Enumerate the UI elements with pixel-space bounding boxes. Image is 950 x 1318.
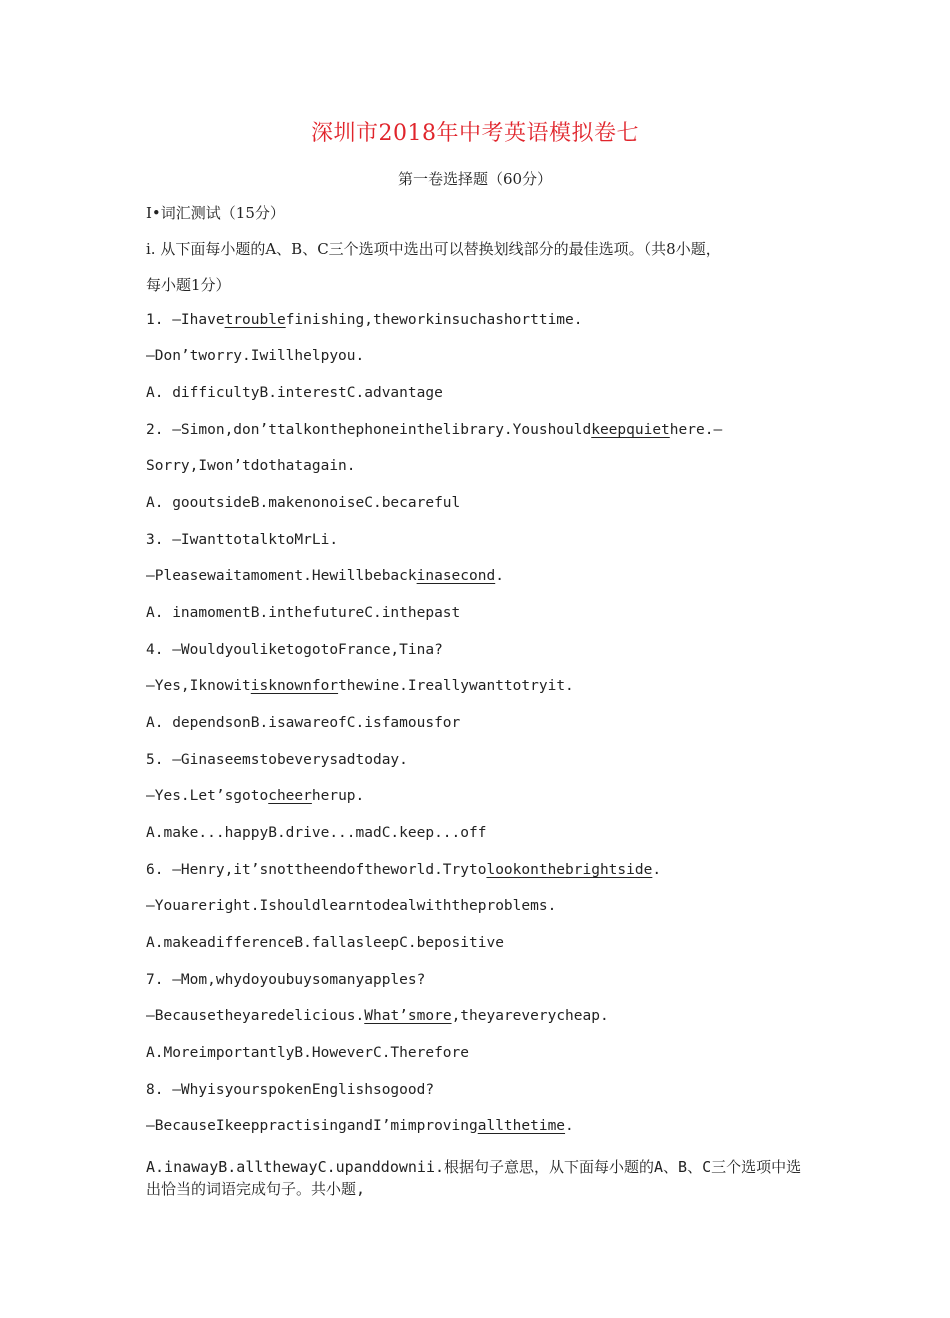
underlined-phrase: trouble: [224, 312, 286, 328]
text: 8. —WhyisyourspokenEnglishsogood?: [146, 1082, 435, 1098]
question-6-response: [146, 898, 556, 914]
section-heading: I•词汇测试（15分）: [146, 204, 285, 222]
text: —Becausetheyaredelicious.: [146, 1008, 365, 1024]
text: —Youareright.Ishouldlearntodealwiththeproblems.: [146, 898, 557, 914]
text: 2. —Simon,don’ttalkonthephoneinthelibrary.Youshould: [146, 422, 592, 438]
question-3-response: [146, 568, 504, 584]
text: finishing,theworkinsuchashorttime.: [285, 312, 583, 328]
text: 6. —Henry,it’snottheendoftheworld.Tryto: [146, 862, 487, 878]
question-8-response: [146, 1118, 574, 1134]
text: —Don’tworry.Iwillhelpyou.: [146, 348, 365, 364]
text: 4. —WouldyouliketogotoFrance,Tina?: [146, 642, 443, 658]
question-4-options: A. dependsonB.isawareofC.isfamousfor: [146, 715, 461, 731]
question-1-options: A. difficultyB.interestC.advantage: [146, 385, 443, 401]
question-2-response: [146, 458, 356, 474]
text: 1. —Ihave: [146, 312, 225, 328]
question-5-response: [146, 788, 364, 804]
question-3-options: A. inamomentB.inthefutureC.inthepast: [146, 605, 461, 621]
underlined-phrase: cheer: [268, 788, 312, 804]
text: 3. —IwanttotalktoMrLi.: [146, 532, 339, 548]
underlined-phrase: What’smore: [364, 1008, 452, 1024]
question-2-options: A. gooutsideB.makenonoiseC.becareful: [146, 495, 461, 511]
question-1-response: [146, 348, 364, 364]
instruction-line-1: i. 从下面每小题的A、B、C三个选项中选出可以替换划线部分的最佳选项。（共8小题，: [146, 240, 721, 258]
question-6-prompt: [146, 862, 661, 878]
text: .: [652, 862, 662, 878]
text: Sorry,Iwon’tdothatagain.: [146, 458, 356, 474]
question-2-prompt: [146, 422, 722, 438]
underlined-phrase: isknownfor: [250, 678, 339, 694]
question-8-prompt: [146, 1082, 434, 1098]
text: .: [495, 568, 504, 584]
instruction-line-2: 每小题1分）: [146, 276, 231, 294]
text: 5. —Ginaseemstobeverysadtoday.: [146, 752, 408, 768]
text: ,theyareverycheap.: [451, 1008, 609, 1024]
underlined-phrase: lookonthebrightside: [486, 862, 653, 878]
text: herup.: [311, 788, 365, 804]
question-5-prompt: [146, 752, 408, 768]
question-6-options: A.makeadifferenceB.fallasleepC.bepositive: [146, 935, 504, 951]
text: here.—: [669, 422, 723, 438]
text: —BecauseIkeeppractisingandI’mimproving: [146, 1118, 478, 1134]
text: —Pleasewaitamoment.Hewillbeback: [146, 568, 417, 584]
text: —Yes,Iknowit: [146, 678, 251, 694]
page-title: 深圳市2018年中考英语模拟卷七: [311, 121, 639, 146]
part-subtitle: 第一卷选择题（60分）: [397, 170, 553, 188]
underlined-phrase: inasecond: [416, 568, 496, 584]
underlined-phrase: keepquiet: [591, 422, 670, 438]
question-7-prompt: [146, 972, 425, 988]
question-3-prompt: [146, 532, 338, 548]
text: 7. —Mom,whydoyoubuysomanyapples?: [146, 972, 426, 988]
text: —Yes.Let’sgoto: [146, 788, 269, 804]
final-paragraph: A.inawayB.allthewayC.upanddownii.根据句子意思，从下面每小题的A、B、C三个选项中选出恰当的词语完成句子。共小题,: [146, 1158, 802, 1198]
question-7-options: A.MoreimportantlyB.HoweverC.Therefore: [146, 1045, 470, 1061]
underlined-phrase: allthetime: [477, 1118, 566, 1134]
text: thewine.Ireallywanttotryit.: [338, 678, 574, 694]
question-4-prompt: [146, 642, 443, 658]
question-1-prompt: [146, 312, 583, 328]
question-7-response: [146, 1008, 609, 1024]
question-5-options: A.make...happyB.drive...madC.keep...off: [146, 825, 487, 841]
question-4-response: [146, 678, 574, 694]
text: .: [565, 1118, 574, 1134]
